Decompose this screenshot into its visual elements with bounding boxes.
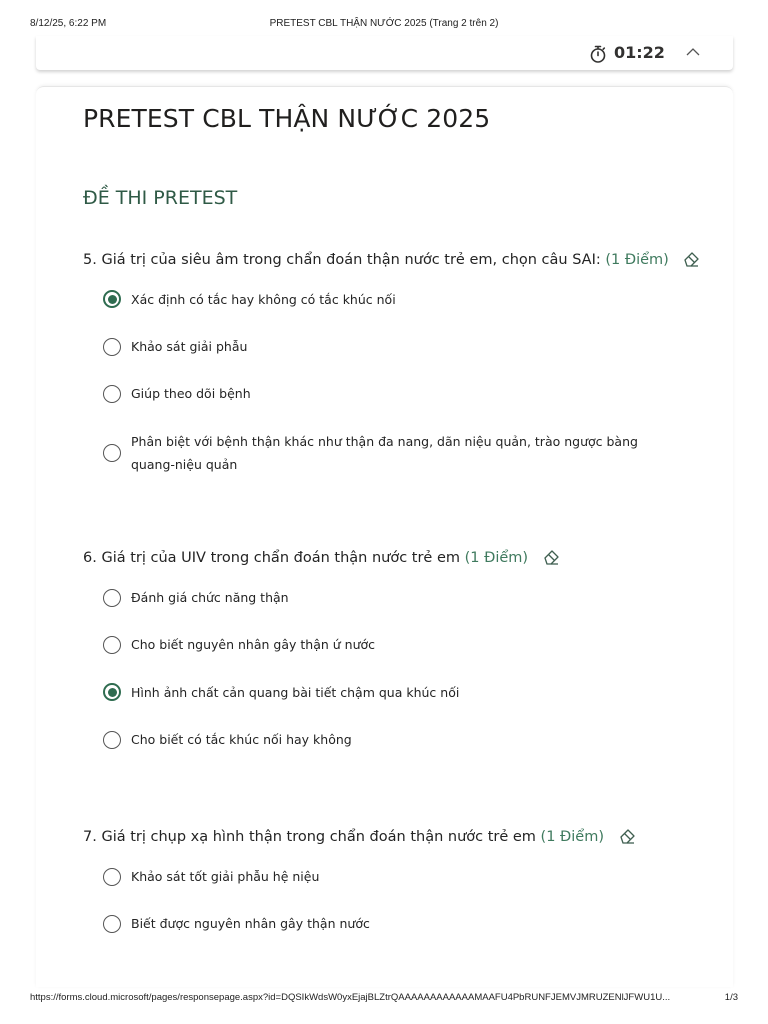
- question-text: Giá trị của UIV trong chẩn đoán thận nước trẻ em: [101, 550, 460, 566]
- print-page-number: 1/3: [724, 992, 738, 1003]
- print-doc-title: PRETEST CBL THẬN NƯỚC 2025 (Trang 2 trên 2): [269, 18, 499, 29]
- question-text: Giá trị chụp xạ hình thận trong chẩn đoán thận nước trẻ em: [101, 829, 536, 845]
- radio-button[interactable]: [103, 385, 121, 403]
- radio-button[interactable]: [103, 915, 121, 933]
- timer-bar: [36, 36, 733, 70]
- radio-button[interactable]: [103, 683, 121, 701]
- question-points: (1 Điểm): [605, 252, 669, 268]
- option-q6-4[interactable]: [103, 728, 663, 751]
- option-q5-4[interactable]: [103, 430, 663, 476]
- option-q7-1[interactable]: [103, 865, 663, 888]
- option-q5-2[interactable]: [103, 335, 663, 358]
- option-q5-1[interactable]: [103, 288, 663, 311]
- question-7-title: [83, 825, 637, 845]
- radio-button[interactable]: [103, 731, 121, 749]
- option-label: Biết được nguyên nhân gây thận nước: [131, 916, 370, 931]
- option-label: Khảo sát tốt giải phẫu hệ niệu: [131, 869, 320, 884]
- print-footer: [0, 992, 768, 1006]
- question-text: Giá trị của siêu âm trong chẩn đoán thận nước trẻ em, chọn câu SAI:: [101, 252, 601, 268]
- option-label: Phân biệt với bệnh thận khác như thận đa nang, dãn niệu quản, trào ngược bàng quang-niệu quản: [131, 434, 638, 472]
- radio-button[interactable]: [103, 636, 121, 654]
- radio-button[interactable]: [103, 589, 121, 607]
- radio-button[interactable]: [103, 444, 121, 462]
- option-label: Đánh giá chức năng thận: [131, 590, 289, 605]
- form-card: [36, 86, 733, 987]
- radio-button[interactable]: [103, 290, 121, 308]
- option-label: Cho biết có tắc khúc nối hay không: [131, 732, 352, 747]
- option-q5-3[interactable]: [103, 382, 663, 405]
- option-label: Xác định có tắc hay không có tắc khúc nối: [131, 292, 396, 307]
- radio-button[interactable]: [103, 868, 121, 886]
- chevron-up-icon[interactable]: [684, 45, 702, 59]
- question-5-title: [83, 248, 701, 268]
- radio-button[interactable]: [103, 338, 121, 356]
- question-points: (1 Điểm): [540, 829, 605, 845]
- option-q6-1[interactable]: [103, 586, 663, 609]
- option-label: Giúp theo dõi bệnh: [131, 386, 251, 401]
- timer-value: 01:22: [614, 43, 665, 62]
- print-url: https://forms.cloud.microsoft/pages/responsepage.aspx?id=DQSIkWdsW0yxEjajBLZtrQAAAAAAAAAAAAMAAFU4PbRUNFJEMVJMRUZENlJFWU1U...: [30, 992, 671, 1003]
- question-number: 5.: [83, 252, 97, 268]
- print-header: [0, 18, 768, 32]
- question-points: (1 Điểm): [464, 550, 529, 566]
- form-title: PRETEST CBL THẬN NƯỚC 2025: [83, 104, 491, 133]
- stopwatch-icon: [588, 44, 608, 64]
- eraser-icon[interactable]: [681, 248, 701, 268]
- option-label: Cho biết nguyên nhân gây thận ứ nước: [131, 637, 376, 652]
- section-title: ĐỀ THI PRETEST: [83, 187, 238, 209]
- option-label: Khảo sát giải phẫu: [131, 339, 248, 354]
- print-datetime: 8/12/25, 6:22 PM: [30, 18, 107, 29]
- option-q6-2[interactable]: [103, 633, 663, 656]
- eraser-icon[interactable]: [617, 825, 637, 845]
- option-label: Hình ảnh chất cản quang bài tiết chậm qua khúc nối: [131, 685, 460, 700]
- question-number: 6.: [83, 550, 97, 566]
- question-number: 7.: [83, 829, 97, 845]
- option-q7-2[interactable]: [103, 912, 663, 935]
- eraser-icon[interactable]: [541, 546, 561, 566]
- option-q6-3[interactable]: [103, 681, 663, 704]
- question-6-title: [83, 546, 561, 566]
